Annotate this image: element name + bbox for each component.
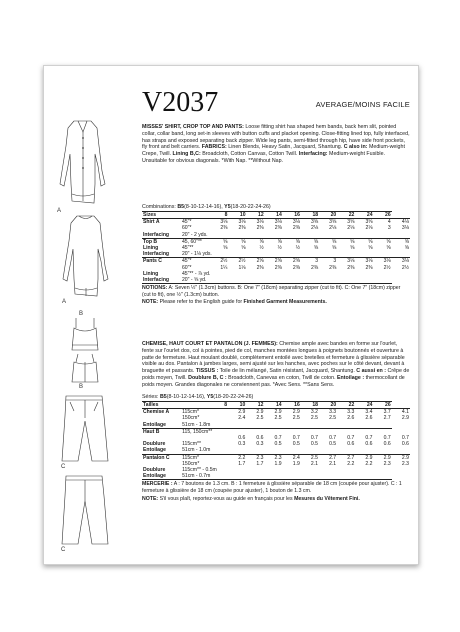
table-row xyxy=(142,422,410,429)
table-header-cell: 14 xyxy=(265,212,283,219)
table-header-cell: 20 xyxy=(319,212,337,219)
row-value: ⅝ xyxy=(223,245,228,252)
row-value: 2.5 xyxy=(310,415,318,422)
row-value: 2.3 xyxy=(401,460,409,467)
row-label: Entoilage xyxy=(142,447,181,454)
row-value: 2.4 xyxy=(238,415,246,422)
row-value: 3⅛ xyxy=(392,258,410,265)
row-value: 3 xyxy=(301,258,319,265)
row-label: Pants C xyxy=(142,258,181,265)
fr-yardage-table xyxy=(142,401,410,480)
row-label: Lining xyxy=(143,270,159,277)
top-b-front-drawing xyxy=(72,318,98,350)
top-b-back-drawing xyxy=(72,354,98,382)
row-value: 3.7 xyxy=(374,409,392,416)
row-value: ½ xyxy=(295,245,300,252)
row-width: 45"* xyxy=(181,219,210,226)
fr-note-bold: Mesures du Vêtement Fini. xyxy=(294,495,360,502)
fr-title: CHEMISE, HAUT COURT ET PANTALON (J. FEMMES): xyxy=(142,341,278,347)
row-value: 2⅛ xyxy=(329,225,337,232)
row-value: 2.5 xyxy=(256,415,264,422)
row-value: 2.5 xyxy=(329,415,337,422)
row-value: 0.5 xyxy=(329,441,337,448)
row-value: ⅝ xyxy=(283,238,301,245)
combo-b5-sizes: (8-10-12-14-16), xyxy=(184,204,225,210)
pattern-header xyxy=(142,88,410,118)
row-width: 45"* xyxy=(181,258,210,265)
row-width: 20" - 2 yds. xyxy=(181,232,392,239)
table-row xyxy=(142,251,410,258)
table-header-cell: 8 xyxy=(210,212,228,219)
row-value: 2.9 xyxy=(401,415,409,422)
row-label: Chemise A xyxy=(142,409,181,416)
table-header-cell: 24 xyxy=(355,402,373,409)
row-value: ⅝ xyxy=(404,245,409,252)
row-value: 1.7 xyxy=(256,460,264,467)
table-row xyxy=(142,409,410,416)
row-value: 1⅛ xyxy=(238,264,246,271)
row-value: 3⅛ xyxy=(247,219,265,226)
en-interfacing-label: Interfacing: xyxy=(298,151,328,158)
row-value: 2⅜ xyxy=(365,264,373,271)
row-value: ⅝ xyxy=(301,238,319,245)
row-value: 3⅝ xyxy=(337,219,355,226)
table-header-cell: 24 xyxy=(355,212,373,219)
row-value: 0.7 xyxy=(310,435,318,442)
table-header-cell: 26 xyxy=(374,402,392,409)
fr-mercerie-label: MERCERIE : xyxy=(142,481,173,488)
row-value: 3⅝ xyxy=(355,219,373,226)
row-value: 2⅛ xyxy=(365,225,373,232)
table-row xyxy=(142,238,410,245)
row-value: 2½ xyxy=(401,264,409,271)
row-value: 2⅜ xyxy=(292,225,300,232)
row-value: 1.7 xyxy=(238,460,246,467)
fr-note-text: S'il vous plaît, reportez-vous au guide en français pour les xyxy=(158,495,295,502)
row-value: 2.9 xyxy=(228,409,246,416)
row-value: 0.7 xyxy=(274,435,282,442)
english-description xyxy=(142,124,410,165)
row-value: 3⅛ xyxy=(374,258,392,265)
row-width: 150cm* xyxy=(182,460,200,467)
row-value: 3⅝ xyxy=(301,219,319,226)
row-value: 3.3 xyxy=(337,409,355,416)
series-prefix: Séries: xyxy=(142,394,160,400)
table-header-cell: 22 xyxy=(337,402,355,409)
table-header-cell: 12 xyxy=(247,212,265,219)
row-value: ⅝ xyxy=(265,238,283,245)
row-value: 3⅛ xyxy=(337,258,355,265)
row-width: 45"** xyxy=(181,245,194,252)
row-value: 2½ xyxy=(228,258,246,265)
table-row xyxy=(142,277,410,284)
row-width: 45"** - ⅞ yd. xyxy=(181,270,211,277)
en-interfacing-text: Medium-weight Fusible. Unsuitable for obvious diagonals. *With Nap. **Without Nap. xyxy=(142,151,385,164)
row-value: 3.4 xyxy=(355,409,373,416)
table-header-cell: Sizes xyxy=(142,212,181,219)
row-value: 2.9 xyxy=(283,409,301,416)
en-note-label: NOTE: xyxy=(142,299,159,306)
table-header-cell: 12 xyxy=(246,402,264,409)
row-value: 0.7 xyxy=(347,435,355,442)
row-value: 3⅝ xyxy=(319,219,337,226)
en-description-text: Loose fitting shirt has shaped hem bands, back hem slit, pointed collar, collar band, long set-in sleeves with button cuffs and placket opening. Close-fitting lined top, fully interfaced, has straps and exposed separating back zipper. Wide leg pants, semi-fitted through hip, have side front pockets, fly front and belt carriers. xyxy=(142,124,410,151)
row-value: 2⅝ xyxy=(265,258,283,265)
fr-series xyxy=(142,394,410,401)
table-header-cell xyxy=(181,402,210,409)
row-value: 2.5 xyxy=(274,415,282,422)
combo-y5: Y5 xyxy=(224,204,231,210)
row-value xyxy=(210,454,228,461)
row-value: 3.3 xyxy=(319,409,337,416)
fr-doublure-label: Doublure B, C : xyxy=(188,374,227,381)
row-value: 2.7 xyxy=(319,454,337,461)
row-width: 115cm** xyxy=(182,441,201,448)
series-b5: B5 xyxy=(159,394,167,400)
row-value: 2⅜ xyxy=(274,264,282,271)
en-note-bold: Finished Garment Measurements. xyxy=(243,299,327,306)
row-value: 2⅜ xyxy=(292,264,300,271)
series-b5-sizes: (8-10-12-14-16), xyxy=(166,394,207,400)
table-header-cell: Tailles xyxy=(142,402,181,409)
en-fabrics-text: Linen Blends, Heavy Satin, Jacquard, Shantung. xyxy=(226,144,344,151)
row-value: 3 xyxy=(387,225,391,232)
row-value: 0.5 xyxy=(292,441,300,448)
table-row xyxy=(142,232,410,239)
row-value: 0.5 xyxy=(310,441,318,448)
row-value: 0.6 xyxy=(238,435,246,442)
fr-note-label: NOTE: xyxy=(142,495,159,502)
row-value: ⅝ xyxy=(374,238,392,245)
en-note xyxy=(142,299,410,306)
en-notions xyxy=(142,285,410,298)
row-width: 115, 150cm** xyxy=(181,428,392,435)
row-value: 1¼ xyxy=(220,264,228,271)
table-header-cell: 26 xyxy=(374,212,392,219)
combo-y5-sizes: (18-20-22-24-26) xyxy=(230,204,271,210)
en-fabrics-label: FABRICS: xyxy=(201,144,227,151)
pants-c-front-drawing xyxy=(62,396,108,461)
row-value: 2.3 xyxy=(383,460,391,467)
row-width: 60"* xyxy=(181,225,192,232)
row-label: Doublure xyxy=(143,441,166,448)
row-value: 4.1 xyxy=(392,409,410,416)
row-value: ⅝ xyxy=(210,238,228,245)
row-value: ⅝ xyxy=(355,238,373,245)
row-value: 0.6 xyxy=(365,441,373,448)
row-value: ⅝ xyxy=(319,238,337,245)
row-value: 4⅛ xyxy=(392,219,410,226)
row-value: 0.6 xyxy=(256,435,264,442)
table-row xyxy=(142,447,410,454)
table-header-cell: 22 xyxy=(337,212,355,219)
row-value: 2.7 xyxy=(337,454,355,461)
row-value: 1.9 xyxy=(274,460,282,467)
pants-c-back-drawing xyxy=(62,476,108,544)
row-value: ⅝ xyxy=(392,238,410,245)
table-header-cell: 16 xyxy=(283,402,301,409)
row-value: 0.7 xyxy=(383,435,391,442)
row-value: 2.9 xyxy=(264,409,282,416)
row-width: 150cm* xyxy=(182,415,200,422)
row-value: 3⅛ xyxy=(355,258,373,265)
table-header-row xyxy=(142,402,410,409)
row-value: 3⅛ xyxy=(283,219,301,226)
row-value: ⅝ xyxy=(247,238,265,245)
difficulty-level: AVERAGE/MOINS FACILE xyxy=(315,100,410,109)
pattern-number: V2037 xyxy=(142,87,219,118)
row-value: 2.9 xyxy=(374,454,392,461)
table-header-cell: 10 xyxy=(228,402,246,409)
table-row xyxy=(142,428,410,435)
row-label: Doublure xyxy=(143,467,166,474)
row-value: 2⅛ xyxy=(347,225,355,232)
fr-c-aussi-text: Crêpe de poids moyen, Twill. xyxy=(142,368,410,381)
en-notions-label: NOTIONS: xyxy=(142,285,168,292)
row-value: 2.2 xyxy=(347,460,355,467)
row-value: 0.7 xyxy=(329,435,337,442)
series-y5: Y5 xyxy=(206,394,214,400)
row-value: ⅝ xyxy=(313,245,319,252)
figure-label: C xyxy=(61,547,66,553)
combo-b5: B5 xyxy=(177,204,185,210)
en-notions-text: A: Seven ½" (1.3cm) buttons. B: One 7" (18cm) separating zipper (cut to fit). C: One 7" (18cm) zipper (cut to fit), one ½" (1.3cm) button. xyxy=(142,285,401,298)
row-label: Lining xyxy=(143,245,159,252)
en-lining-label: Lining B,C: xyxy=(172,151,201,158)
row-value: 2⅜ xyxy=(256,264,264,271)
row-value: ⅝ xyxy=(228,238,246,245)
row-value: 0.7 xyxy=(365,435,373,442)
row-value: 2.3 xyxy=(264,454,282,461)
row-value: 0.6 xyxy=(401,441,409,448)
table-row xyxy=(142,219,410,226)
row-width: 51cm - 1.0m xyxy=(181,447,392,454)
table-row xyxy=(142,473,410,480)
series-y5-sizes: (18-20-22-24-26) xyxy=(213,394,254,400)
en-c-also-label: C also in: xyxy=(343,144,368,151)
row-value: 2.1 xyxy=(329,460,337,467)
row-value: 3⅛ xyxy=(210,219,228,226)
row-value xyxy=(210,409,228,416)
row-value: ⅝ xyxy=(350,245,355,252)
figure-label: A xyxy=(62,299,67,305)
row-value: 3.2 xyxy=(301,409,319,416)
row-value: ⅝ xyxy=(337,238,355,245)
row-label: Entoilage xyxy=(142,422,181,429)
row-value: 2.2 xyxy=(228,454,246,461)
row-value: 2.5 xyxy=(301,454,319,461)
row-value: 2½ xyxy=(210,258,228,265)
row-value: ⅝ xyxy=(386,245,391,252)
table-header-cell: 18 xyxy=(301,212,319,219)
fr-entoilage-text: thermocollant de poids moyen. Grandes diagonales ne conviennent pas. *Avec Sens. **Sans Sens. xyxy=(142,374,405,388)
row-value: 2⅜ xyxy=(311,264,319,271)
en-lining-text: Broadcloth, Cotton Canvas, Cotton Twill. xyxy=(200,151,299,158)
row-value: 0.7 xyxy=(401,435,409,442)
en-c-also-text: Medium-weight Crepe, Twill. xyxy=(142,144,405,158)
row-label: Top B xyxy=(142,238,181,245)
row-value: 2⅜ xyxy=(238,225,246,232)
row-value: 3⅛ xyxy=(401,225,409,232)
row-value: 2.9 xyxy=(392,454,410,461)
row-value: 2.9 xyxy=(246,409,264,416)
row-value: 3⅛ xyxy=(228,219,246,226)
row-value: 2.5 xyxy=(292,415,300,422)
row-value: 0.3 xyxy=(256,441,264,448)
table-row xyxy=(142,258,410,265)
fr-doublure-text: Broadcloth, Canevas en coton, Twill de coton. xyxy=(226,374,338,381)
row-value: 2⅜ xyxy=(220,225,228,232)
table-header-cell: 10 xyxy=(228,212,246,219)
figure-label: B xyxy=(79,311,84,317)
row-label: Interfacing xyxy=(142,251,181,258)
figure-label: A xyxy=(57,208,62,214)
row-value: ½ xyxy=(277,245,282,252)
row-value: 2.6 xyxy=(347,415,355,422)
table-row xyxy=(142,225,410,231)
row-value: 4 xyxy=(374,219,392,226)
figure-label: B xyxy=(79,384,84,390)
fr-mercerie xyxy=(142,481,410,494)
row-label: Shirt A xyxy=(142,219,181,226)
table-header-row xyxy=(142,212,410,219)
row-width: 60"* xyxy=(181,264,192,271)
row-value: 2⅝ xyxy=(283,258,301,265)
row-value: ½ xyxy=(259,245,264,252)
en-note-text: Please refer to the English guide for xyxy=(158,299,244,306)
row-value: 2.9 xyxy=(355,454,373,461)
row-value: 0.6 xyxy=(383,441,391,448)
row-label: Interfacing xyxy=(142,232,181,239)
french-description xyxy=(142,341,410,389)
row-width: 115cm** - 0.5m xyxy=(182,467,217,474)
row-value: 2.3 xyxy=(246,454,264,461)
fr-mercerie-text: A : 7 boutons de 1.3 cm. B : 1 fermeture à glissière séparable de 18 cm (coupée pour ajuster). C : 1 fermeture à glissière de 18 cm (coupée pour ajuster), 1 bouton de 1.3 cm. xyxy=(142,481,402,495)
row-value: 2⅜ xyxy=(347,264,355,271)
row-value: 2½ xyxy=(383,264,391,271)
row-value: 0.5 xyxy=(274,441,282,448)
table-row xyxy=(142,265,410,271)
row-value: 2.7 xyxy=(383,415,391,422)
row-width: 20" - 1⅛ yds. xyxy=(181,251,392,258)
table-header-cell: 18 xyxy=(301,402,319,409)
row-label: Interfacing xyxy=(142,277,181,284)
table-header-cell: 16 xyxy=(283,212,301,219)
combo-prefix: Combinations: xyxy=(142,204,178,210)
fr-description-text: Chemise ample avec bandes en forme sur l'ourlet, fente sur l'ourlet dos, col à pointes, pied de col, manches montées longues à poignets boutonnés et ouverture à patte de fermeture. Haut moulant doublé, complètement entoilé avec bretelles et fermeture à glissière séparable visible au dos. Pantalon à jambes larges, semi ajusté sur les hanches, avec poches sur le côté devant, devant à braguette et passants. xyxy=(142,341,405,375)
technical-drawings xyxy=(44,66,136,564)
row-label: Entoilage xyxy=(142,473,181,480)
pattern-envelope-back xyxy=(43,65,419,565)
garment-illustrations xyxy=(44,66,136,564)
fr-tissus-label: TISSUS : xyxy=(195,368,219,375)
fr-note xyxy=(142,496,410,503)
french-yardage-section xyxy=(142,394,410,502)
row-value: ⅝ xyxy=(332,245,337,252)
table-header-cell: 20 xyxy=(319,402,337,409)
row-value: 2⅝ xyxy=(247,258,265,265)
row-width: 115cm* xyxy=(181,409,210,416)
row-value: 2.1 xyxy=(310,460,318,467)
fr-c-aussi-label: C aussi en : xyxy=(356,368,387,375)
english-yardage-section xyxy=(142,204,410,306)
row-value: 1.9 xyxy=(292,460,300,467)
table-row xyxy=(142,415,410,421)
row-width: 51cm - 1.8m xyxy=(181,422,392,429)
en-title: MISSES' SHIRT, CROP TOP AND PANTS: xyxy=(142,124,244,130)
row-label: Pantalon C xyxy=(142,454,181,461)
table-header-cell xyxy=(181,212,210,219)
figure-label: C xyxy=(61,464,66,470)
row-width: 20" - ⅝ yd. xyxy=(181,277,392,284)
row-value: 2.2 xyxy=(365,460,373,467)
row-value: 2.6 xyxy=(365,415,373,422)
row-value: 0.3 xyxy=(238,441,246,448)
row-label: Haut B xyxy=(142,428,181,435)
row-width: 115cm* xyxy=(181,454,210,461)
table-row xyxy=(142,454,410,461)
row-value: 0.6 xyxy=(347,441,355,448)
row-width: 51cm - 0.7m xyxy=(181,473,392,480)
row-value: ⅝ xyxy=(241,245,246,252)
row-value: ⅝ xyxy=(368,245,373,252)
row-value: 2.4 xyxy=(283,454,301,461)
row-value: 2⅛ xyxy=(311,225,319,232)
row-value: 2⅜ xyxy=(274,225,282,232)
table-header-cell: 14 xyxy=(264,402,282,409)
row-width: 45, 60"** xyxy=(181,238,210,245)
table-header-cell: 8 xyxy=(210,402,228,409)
row-value: 3 xyxy=(319,258,337,265)
fr-tissus-text: Toile de lin mélangé, Satin résistant, Jacquard, Shantung. xyxy=(218,368,357,375)
shirt-a-back-drawing xyxy=(63,216,108,296)
row-value: 2⅜ xyxy=(329,264,337,271)
fr-entoilage-label: Entoilage : xyxy=(337,374,365,381)
en-combinations xyxy=(142,204,410,211)
en-yardage-table xyxy=(142,211,410,284)
row-value: 2⅜ xyxy=(256,225,264,232)
row-value: 3⅛ xyxy=(265,219,283,226)
row-value: 0.7 xyxy=(292,435,300,442)
shirt-a-front-drawing xyxy=(60,121,105,203)
